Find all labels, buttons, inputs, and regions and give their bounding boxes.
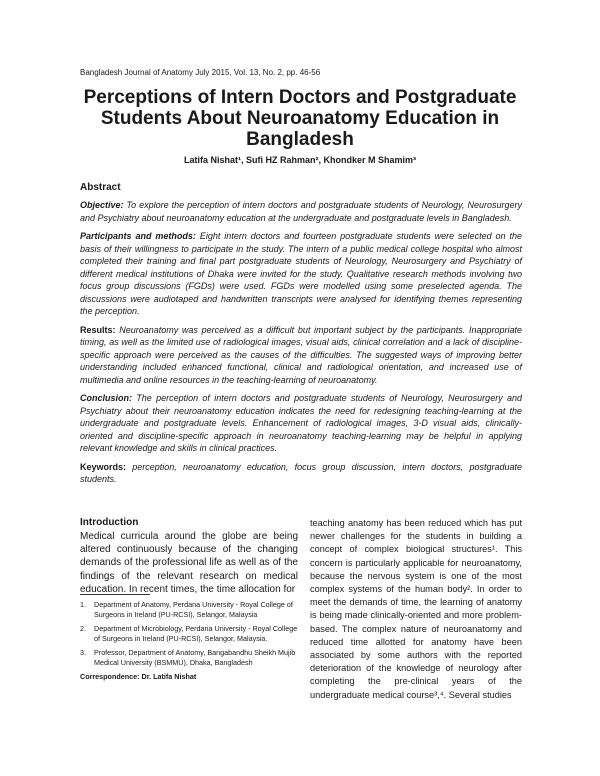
right-column	[310, 517, 522, 702]
results-label: Results:	[80, 324, 116, 335]
keywords-text: perception, neuroanatomy education, focus group discussion, intern doctors, postgraduate students.	[80, 461, 522, 484]
footnote-item	[80, 648, 298, 668]
keywords-label: Keywords:	[80, 461, 127, 472]
abstract-methods	[80, 230, 522, 318]
footnote-item	[80, 624, 298, 644]
paper-title: Perceptions of Intern Doctors and Postgraduate Students About Neuroanatomy Education in Bangladesh	[83, 87, 517, 150]
abstract-objective	[80, 199, 522, 224]
intro-paragraph-left: Medical curricula around the globe are being altered continuously because of the changing demands of the professional life as well as of the findings of the relevant research on medical education. In recent times, the time allocation for	[80, 531, 298, 595]
footnote-text: Department of Anatomy, Perdana University - Royal College of Surgeons in Ireland (PU-RCSI), Selangor, Malaysia	[94, 600, 293, 619]
footnote-divider	[80, 594, 150, 595]
abstract-body	[80, 199, 522, 492]
abstract-keywords	[80, 461, 522, 486]
footnote-number: 1.	[80, 600, 86, 609]
footnote-number: 2.	[80, 624, 86, 633]
footnote-text: Department of Microbiology, Perdana University - Royal College of Surgeons in Ireland (PU-RCSI), Selangor, Malaysia.	[94, 624, 298, 643]
intro-paragraph-right: teaching anatomy has been reduced which has put newer challenges for the students in building a concept of complex biological structures¹. This concern is particularly applicable for neuroanatomy, because the nervous system is one of the most complex systems of the human body². In order to meet the demands of time, the learning of anatomy is being made clinically-oriented and more problem-based. The complex nature of neuroanatomy and reduced time allotted for anatomy have been associated by some authors with the reported deterioration of the knowledge of neurology after completing the pre-clinical years of the undergraduate medical course³,⁴. Several studies	[310, 518, 522, 700]
correspondence-line: Correspondence: Dr. Latifa Nishat	[80, 672, 197, 681]
abstract-heading: Abstract	[80, 182, 121, 193]
objective-text: To explore the perception of intern doctors and postgraduate students of Neurology, Neurosurgery and Psychiatry about neuroanatomy education at the undergraduate and postgraduate levels in Bangladesh.	[80, 200, 522, 223]
conclusion-text: The perception of intern doctors and postgraduate students of Neurology, Neurosurgery and Psychiatry about their neuroanatomy education indicates the need for redesigning teaching-learning at the undergraduate and postgraduate levels. Enhancement of radiological images, 3-D visual aids, clinically-oriented and discipline-specific approach in neuroanatomy teaching-learning may be helpful in applying relevant knowledge and skills in clinical practices.	[80, 393, 522, 453]
abstract-results	[80, 324, 522, 387]
left-column	[80, 517, 298, 596]
abstract-conclusion	[80, 392, 522, 455]
footnote-item	[80, 600, 298, 620]
results-text: Neuroanatomy was perceived as a difficult but important subject by the participants. Inappropriate timing, as well as the limited use of radiological images, visual aids, clinical correlation and a lack of discipline-specific approach were perceived as the causes of the difficulties. The suggested ways of improving better understanding included enhanced functional, clinical and radiological orientation, and increased use of multimedia and online resources in the teaching-learning of neuroanatomy.	[80, 324, 522, 385]
introduction-heading: Introduction	[80, 517, 139, 528]
methods-text: Eight intern doctors and fourteen postgraduate students were selected on the basis of their willingness to participate in the study. The intern of a public medical college hospital who almost completed their training and final part postgraduate students of Neurology, Neurosurgery and Psychiatry of different medical institutions of Dhaka were invited for the study. Qualitative research methods involving two focus group discussions (FGDs) were used. FGDs were modelled using some preselected agenda. The discussions were audiotaped and handwritten transcripts were analysed for identifying themes representing the perception.	[80, 231, 522, 316]
footnote-text: Professor, Department of Anatomy, Bangabandhu Sheikh Mujib Medical University (BSMMU), Dhaka, Bangladesh	[94, 648, 296, 667]
conclusion-label: Conclusion:	[80, 393, 132, 403]
methods-label: Participants and methods:	[80, 231, 196, 241]
footnotes	[80, 600, 298, 682]
journal-citation: Bangladesh Journal of Anatomy July 2015, Vol. 13, No. 2, pp. 46-56	[80, 68, 321, 77]
author-list: Latifa Nishat¹, Sufi HZ Rahman², Khondker M Shamim³	[183, 155, 417, 165]
footnote-number: 3.	[80, 648, 86, 657]
objective-label: Objective:	[80, 200, 124, 210]
